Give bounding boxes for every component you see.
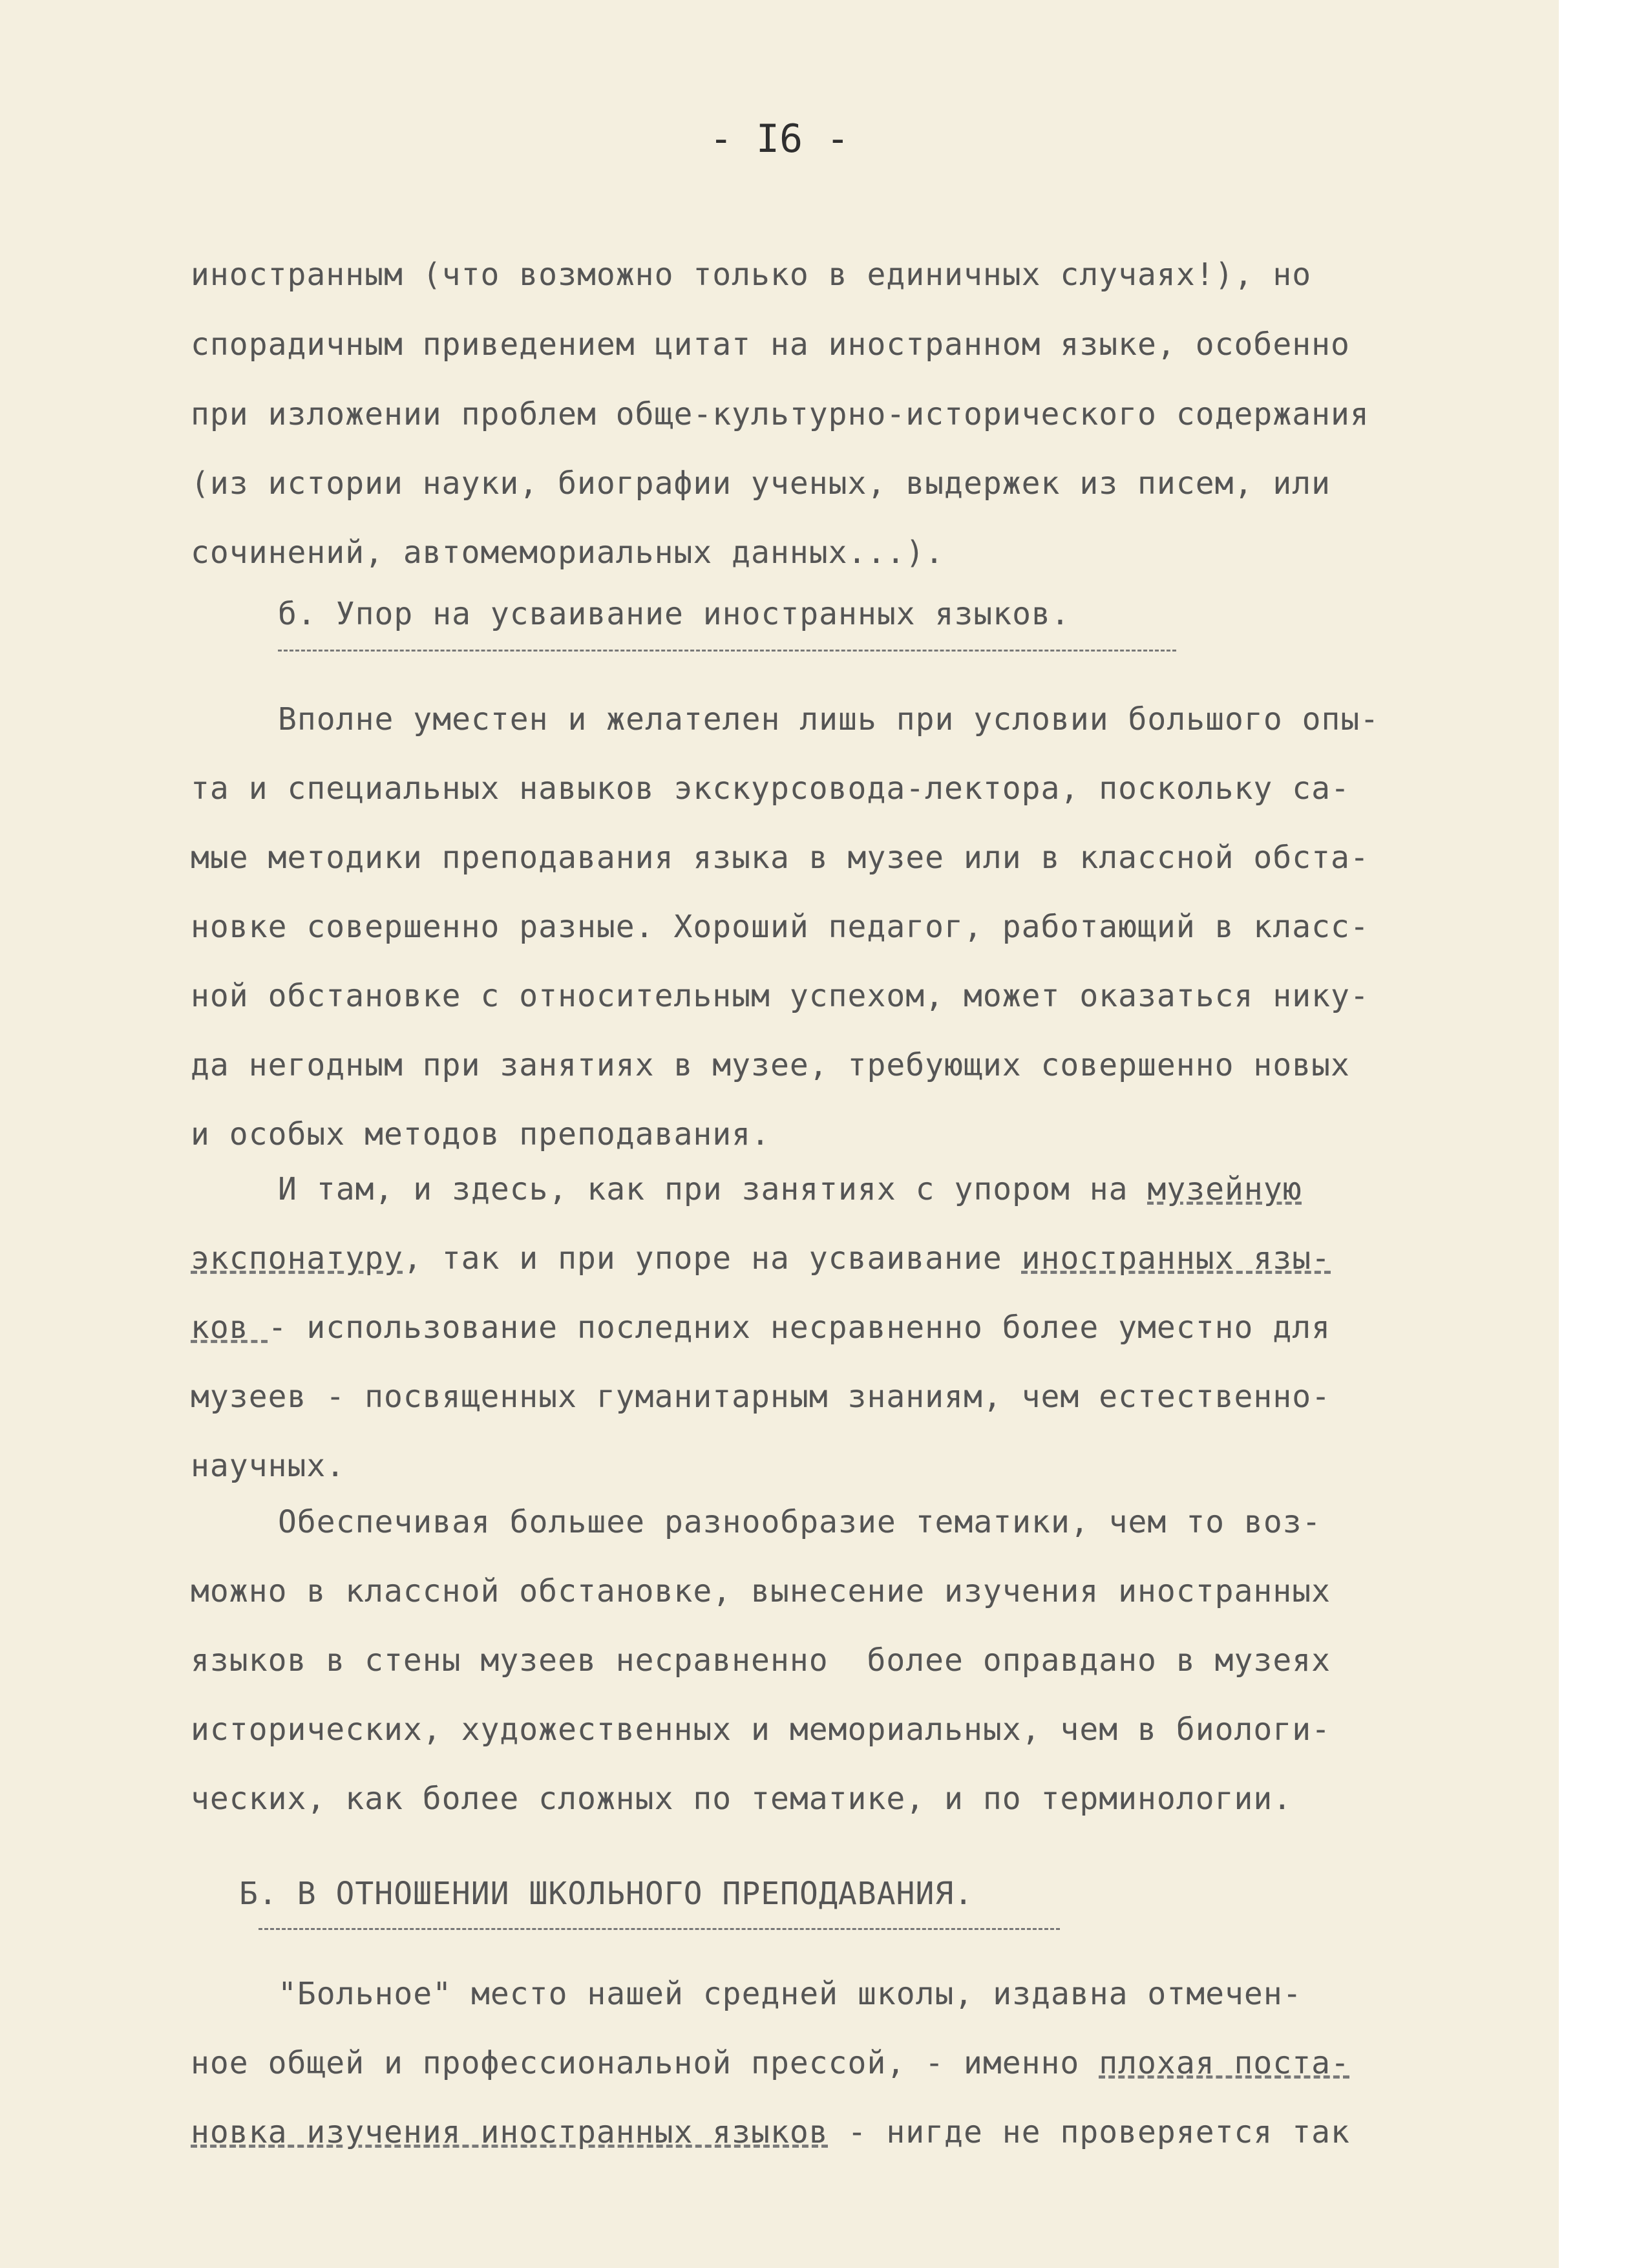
underlined-phrase: ков [191,1309,268,1346]
text-line: при изложении проблем обще-культурно-исторического содержания [191,396,1369,432]
text-span: ное общей и профессиональной прессой, - именно [191,2045,1099,2081]
section-heading: б. Упор на усваивание иностранных языков. [278,596,1070,632]
text-line: и особых методов преподавания. [191,1116,770,1152]
heading-underline [278,650,1176,652]
text-line: "Больное" место нашей средней школы, издавна отмечен- [278,1976,1302,2012]
text-line [191,1239,1331,1278]
text-line: ческих, как более сложных по тематике, и по терминологии. [191,1781,1293,1817]
underlined-phrase: иностранных язы- [1021,1240,1331,1277]
scan-background [1559,0,1648,2268]
text-line: та и специальных навыков экскурсовода-лектора, поскольку са- [191,770,1350,807]
underlined-phrase: музейную [1147,1171,1302,1207]
text-line [191,2044,1350,2083]
text-line: можно в классной обстановке, вынесение изучения иностранных [191,1573,1331,1609]
underlined-phrase: плохая поста- [1099,2045,1350,2081]
section-heading: Б. В ОТНОШЕНИИ ШКОЛЬНОГО ПРЕПОДАВАНИЯ. [239,1876,974,1912]
text-line: музеев - посвященных гуманитарным знаниям, чем естественно- [191,1379,1331,1415]
text-line [278,1170,1302,1209]
text-line: научных. [191,1448,346,1484]
text-line: языков в стены музеев несравненно более оправдано в музеях [191,1642,1331,1679]
text-line: да негодным при занятиях в музее, требующих совершенно новых [191,1047,1350,1083]
text-line: исторических, художественных и мемориальных, чем в биологи- [191,1712,1331,1748]
page-number: - I6 - [709,116,850,162]
text-line [191,2113,1350,2152]
text-span: - использование последних несравненно более уместно для [268,1309,1331,1346]
text-line: сочинений, автомемориальных данных...). [191,535,945,571]
text-line: спорадичным приведением цитат на иностранном языке, особенно [191,326,1350,363]
underlined-phrase: экспонатуру [191,1240,403,1277]
text-line: (из истории науки, биографии ученых, выдержек из писем, или [191,465,1331,502]
text-line: новке совершенно разные. Хороший педагог, работающий в класс- [191,909,1369,945]
text-line: Обеспечивая большее разнообразие тематики, чем то воз- [278,1504,1322,1540]
text-span: , так и при упоре на усваивание [403,1240,1022,1277]
text-line: Вполне уместен и желателен лишь при условии большого опы- [278,701,1380,737]
text-line: иностранным (что возможно только в единичных случаях!), но [191,257,1312,293]
text-span: И там, и здесь, как при занятиях с упором на [278,1171,1148,1207]
heading-underline [259,1928,1060,1930]
text-span: - нигде не проверяется так [828,2114,1350,2150]
underlined-phrase: новка изучения иностранных языков [191,2114,829,2150]
text-line: ной обстановке с относительным успехом, может оказаться нику- [191,978,1369,1014]
text-line [191,1308,1331,1347]
text-line: мые методики преподавания языка в музее или в классной обста- [191,840,1369,876]
